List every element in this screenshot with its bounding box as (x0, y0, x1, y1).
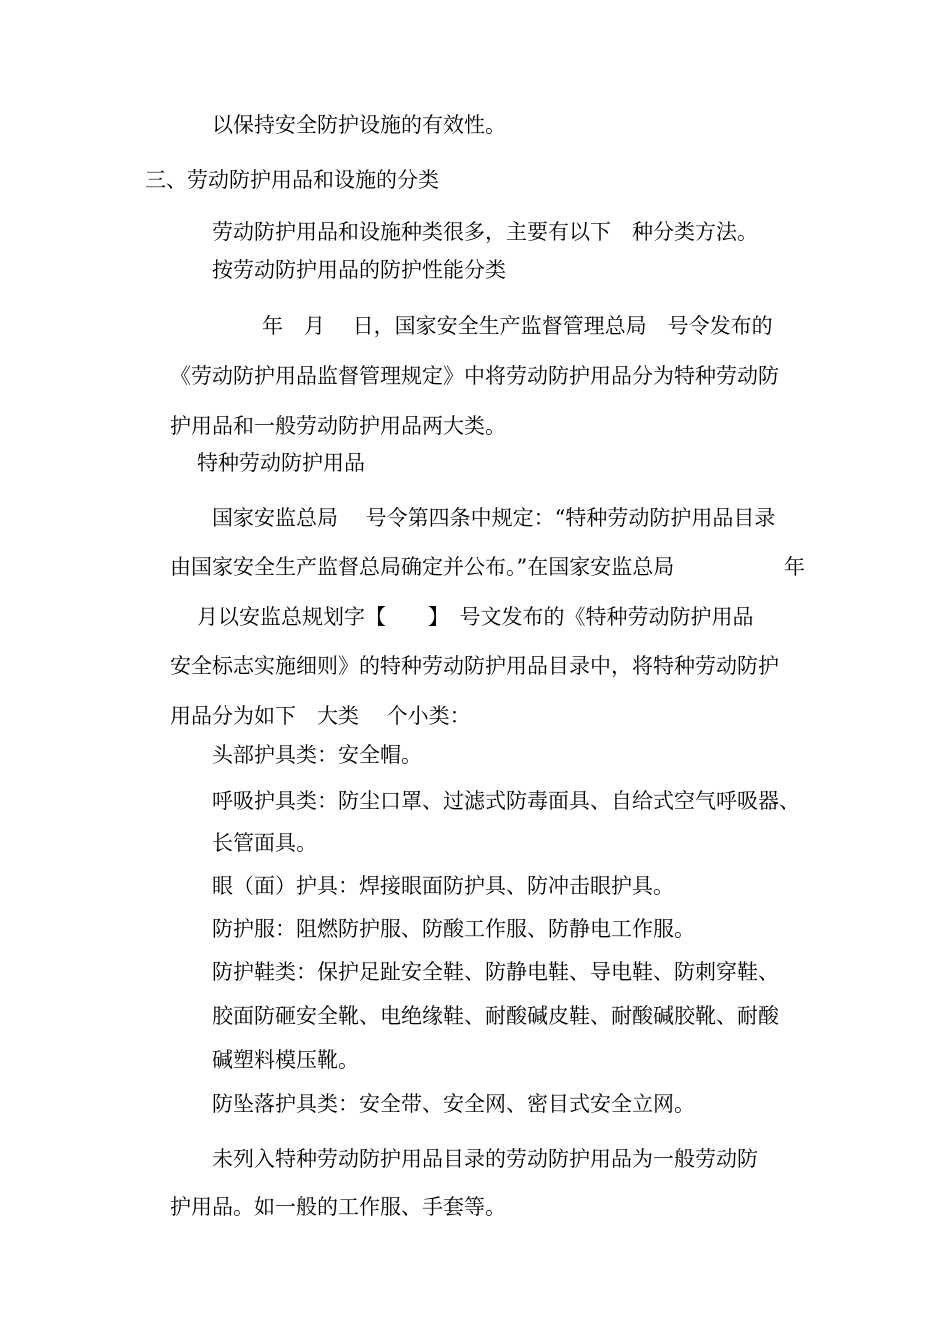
list-item: 眼（面）护具：焊接眼面防护具、防冲击眼护具。 (212, 874, 674, 898)
list-item-continuation: 胶面防砸安全靴、电绝缘鞋、耐酸碱皮鞋、耐酸碱胶靴、耐酸 (212, 1004, 779, 1028)
subheading: 按劳动防护用品的防护性能分类 (212, 258, 506, 282)
text-line: 《劳动防护用品监督管理规定》中将劳动防护用品分为特种劳动防 (170, 364, 779, 388)
subheading: 特种劳动防护用品 (197, 451, 365, 475)
text-line: 年 (784, 555, 805, 579)
list-item: 防坠落护具类：安全带、安全网、密目式安全立网。 (212, 1092, 695, 1116)
list-item-continuation: 碱塑料模压靴。 (212, 1048, 359, 1072)
text-line: 护用品和一般劳动防护用品两大类。 (170, 414, 506, 438)
text-line: 护用品。如一般的工作服、手套等。 (170, 1195, 506, 1219)
list-item: 呼吸护具类：防尘口罩、过滤式防毒面具、自给式空气呼吸器、 (212, 789, 800, 813)
list-item: 防护鞋类：保护足趾安全鞋、防静电鞋、导电鞋、防刺穿鞋、 (212, 960, 779, 984)
text-line: 年 月 日，国家安全生产监督管理总局 号令发布的 (262, 314, 773, 338)
text-line: 安全标志实施细则》的特种劳动防护用品目录中，将特种劳动防护 (170, 654, 779, 678)
text-line: 用品分为如下 大类 个小类： (170, 704, 471, 728)
list-item: 头部护具类：安全帽。 (212, 743, 422, 767)
text-line: 劳动防护用品和设施种类很多，主要有以下 种分类方法。 (212, 220, 758, 244)
text-line: 以保持安全防护设施的有效性。 (212, 113, 506, 137)
text-line: 月以安监总规划字【 】 号文发布的《特种劳动防护用品 (197, 605, 754, 629)
list-item: 防护服：阻燃防护服、防酸工作服、防静电工作服。 (212, 917, 695, 941)
text-line: 国家安监总局 号令第四条中规定：“特种劳动防护用品目录 (212, 506, 776, 530)
section-heading: 三、劳动防护用品和设施的分类 (145, 168, 439, 192)
text-line: 未列入特种劳动防护用品目录的劳动防护用品为一般劳动防 (212, 1147, 758, 1171)
list-item-continuation: 长管面具。 (212, 831, 317, 855)
text-line: 由国家安全生产监督总局确定并公布。”在国家安监总局 (170, 555, 675, 579)
